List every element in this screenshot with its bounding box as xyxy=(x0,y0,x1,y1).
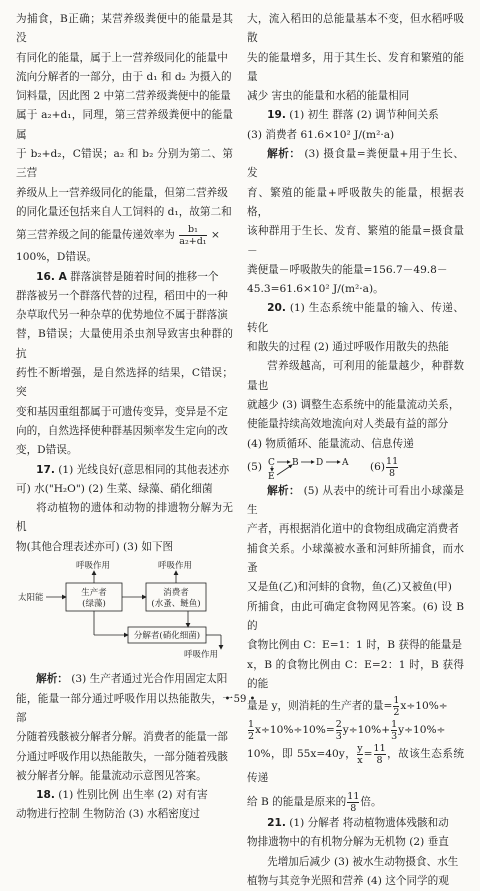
text-span: (3) 生产者通过光合作用固定太阳 xyxy=(71,673,228,686)
text-line: 育、繁殖的能量+呼吸散失的能量，根据表格， xyxy=(247,186,464,218)
text-line: 能，能量一部分通过呼吸作用以热能散失，一部 xyxy=(16,692,233,724)
text-line: 就越少 (3) 调整生态系统中的能量流动关系， xyxy=(247,398,460,411)
question-19 xyxy=(247,106,464,125)
text-span: 量是 y，则消耗的生产者的量= xyxy=(247,700,393,713)
question-18 xyxy=(16,786,233,805)
respiration-label: 呼吸作用 xyxy=(158,561,193,572)
explanation-20 xyxy=(247,482,464,521)
node-c: C xyxy=(268,457,275,468)
text-line: 失的能量增多，用于其生长、发育和繁殖的能量 xyxy=(247,51,464,83)
fraction-denominator: a₂+d₁ xyxy=(179,235,207,247)
text-span: 10%，即 55x=40y， xyxy=(247,748,357,761)
text-line: 变，D错误。 xyxy=(16,444,78,457)
text-line: 分通过呼吸作用以热能散失，一部分随着残骸 xyxy=(16,750,228,763)
text-line: 将动植物的遗体和动物的排遗物分解为无机 xyxy=(16,502,233,534)
text-line: 食物比例由 C：E=1：1 时，B 获得的能量是 xyxy=(247,639,462,652)
text-line: 杂草取代另一种杂草的优势地位不属于群落演 xyxy=(16,309,228,322)
fraction-denominator: 8 xyxy=(386,467,398,479)
text-span: (5) xyxy=(247,461,263,474)
text-line: (4) 物质循环、能量流动、信息传递 xyxy=(247,437,414,450)
fraction xyxy=(248,719,254,742)
fraction-numerator: 11 xyxy=(347,790,360,802)
text-span: 群落演替是随着时间的推移一个 xyxy=(70,270,219,283)
text-span: (1) 性别比例 出生率 (2) 对有害 xyxy=(58,789,208,802)
fraction xyxy=(386,456,398,479)
question-number: 21. xyxy=(267,817,286,830)
text-span: (6) xyxy=(370,461,386,474)
text-line: 大，流入稻田的总能量基本不变，但水稻呼吸散 xyxy=(247,13,464,45)
fraction xyxy=(347,791,359,814)
text-line xyxy=(247,790,464,814)
text-line: 流向分解者的一部分，由于 d₁ 和 d₂ 为摄入的 xyxy=(16,70,232,83)
question-21 xyxy=(247,814,464,833)
text-line: 粪便量－呼吸散失的能量=156.7－49.8－ xyxy=(247,263,448,276)
food-web-line xyxy=(247,454,464,482)
fraction-numerator: 11 xyxy=(373,742,386,754)
question-number: 17. xyxy=(36,463,55,476)
text-line: 植物与其竞争光照和营养 (4) 这个同学的观 xyxy=(247,874,449,887)
respiration-label: 呼吸作用 xyxy=(184,650,219,660)
text-line: 产者，再根据消化道中的食物组成确定消费者 xyxy=(247,523,459,536)
fraction-numerator: 1 xyxy=(248,718,255,730)
text-line: (3) 消费者 61.6×10² J/(m²·a) xyxy=(247,128,395,141)
energy-flow-diagram xyxy=(16,559,233,666)
text-span: ，故该生态系统传递 xyxy=(247,748,465,785)
text-span: (5) 从表中的统计可看出小球藻是生 xyxy=(247,484,465,517)
text-span: (1) 分解者 将动植物遗体残骸和动 xyxy=(289,817,449,830)
question-16 xyxy=(16,268,233,287)
fraction-denominator: x xyxy=(357,754,363,766)
fraction-numerator: 11 xyxy=(386,456,399,468)
fraction-denominator: 2 xyxy=(393,706,400,718)
question-20 xyxy=(247,299,464,338)
text-line: 向的，自然选择使种群基因频率发生定向的改 xyxy=(16,424,228,437)
text-line: 100%，D错误。 xyxy=(16,251,98,264)
text-line: 有同化的能量，属于上一营养级同化的能量中 xyxy=(16,51,228,64)
energy-flow-svg xyxy=(16,559,233,659)
explanation-label: 解析： xyxy=(267,484,300,497)
fraction-denominator: 8 xyxy=(374,754,386,766)
explanation-19 xyxy=(247,145,464,184)
two-column-body xyxy=(16,10,464,891)
text-line: 属于 a₂+d₁，同理，第三营养级粪便中的能量属 xyxy=(16,109,233,141)
text-line: 动物进行控制 生物防治 (3) 水稻密度过 xyxy=(16,808,201,821)
fraction xyxy=(179,224,206,247)
question-number: 20. xyxy=(267,302,286,315)
fraction-denominator: 8 xyxy=(347,802,359,814)
text-line: 养级从上一营养级同化的能量，但第二营养级 xyxy=(16,186,228,199)
node-e: E xyxy=(268,471,275,482)
text-line xyxy=(16,222,233,248)
text-span: y÷10%÷ xyxy=(398,724,446,737)
text-span: (3) 摄食量=粪便量+用于生长、发 xyxy=(247,148,464,180)
text-line: 被分解者分解。能量流动示意图见答案。 xyxy=(16,769,207,782)
text-span: x÷10%÷ xyxy=(400,700,448,713)
text-line: 先增加后减少 (3) 被水生动物摄食、水生 xyxy=(267,855,459,868)
text-line: 捕食关系。小球藻被水蚤和河蚌所捕食，而水蚤 xyxy=(247,542,464,575)
text-line: 于 b₂+d₂，C错误；a₂ 和 b₂ 分别为第二、第三营 xyxy=(16,148,233,180)
text-line: 群落被另一个群落代替的过程，稻田中的一种 xyxy=(16,289,228,302)
node-a: A xyxy=(342,457,349,468)
text-line: 分随着残骸被分解者分解。消费者的能量一部 xyxy=(16,731,228,744)
text-line: 又是鱼(乙)和河蚌的食物，鱼(乙)又被鱼(甲) xyxy=(247,581,452,594)
food-web-svg xyxy=(266,454,356,482)
text-span: y÷10%+ xyxy=(342,724,391,737)
text-line: 和散失的过程 (2) 通过呼吸作用散失的热能 xyxy=(247,341,449,354)
text-line xyxy=(247,718,464,742)
text-line: 该种群用于生长、发育、繁殖的能量=摄食量－ xyxy=(247,225,464,257)
explanation-17 xyxy=(16,670,233,689)
sun-label: 太阳能 xyxy=(18,593,44,604)
fraction-numerator: 1 xyxy=(393,694,400,706)
producer-sublabel: (绿藻) xyxy=(82,599,106,610)
left-column xyxy=(16,10,233,891)
text-line: 使能量持续高效地流向对人类最有益的部分 xyxy=(247,418,449,431)
question-17 xyxy=(16,461,233,480)
text-span: 倍。 xyxy=(360,796,382,809)
fraction-denominator: 3 xyxy=(335,730,342,742)
text-span: (1) 光线良好(意思相同的其他表述亦 xyxy=(58,463,230,476)
text-span: × xyxy=(210,229,220,242)
explanation-label: 解析： xyxy=(36,673,68,686)
text-line: 物(其他合理表述亦可) (3) 如下图 xyxy=(16,540,174,553)
text-line: 饲料量，因此图 2 中第二营养级粪便中的能量 xyxy=(16,90,231,103)
producer-label: 生产者 xyxy=(81,588,107,599)
text-span: 给 B 的能量是原来的 xyxy=(247,796,347,809)
text-span: 第三营养级之间的能量传递效率为 xyxy=(16,229,175,242)
text-line: 45.3=61.6×10² J/(m²·a)。 xyxy=(247,283,384,296)
arrow xyxy=(277,465,292,475)
text-span: x÷10%÷10%= xyxy=(255,724,335,737)
fraction-numerator: 1 xyxy=(391,718,398,730)
right-column xyxy=(247,10,464,891)
text-line: x，B 的食物比例由 C：E=2：1 时，B 获得的能 xyxy=(247,658,464,690)
fraction-denominator: 2 xyxy=(248,730,255,742)
text-line: 药性不断增强，是自然选择的结果，C错误；突 xyxy=(16,367,233,399)
text-line: 为捕食，B正确；某营养级粪便中的能量是其没 xyxy=(16,13,233,45)
text-line: 所捕食，由此可确定食物网见答案。(6) 设 B 的 xyxy=(247,600,464,632)
question-number: 16. A xyxy=(36,270,67,283)
fraction xyxy=(391,719,397,742)
decomposer-label: 分解者(硝化细菌) xyxy=(133,631,201,642)
consumer-sublabel: (水蚤、鲢鱼) xyxy=(151,599,201,610)
question-number: 18. xyxy=(36,789,55,802)
text-span: (1) 初生 群落 (2) 调节种间关系 xyxy=(289,109,439,122)
fraction-numerator: y xyxy=(357,742,363,754)
fraction-numerator: 2 xyxy=(335,718,342,730)
text-span: = xyxy=(363,748,373,761)
text-line: 的同化量还包括来自人工饲料的 d₁，故第二和 xyxy=(16,205,232,218)
consumer-label: 消费者 xyxy=(163,588,189,599)
node-b: B xyxy=(292,457,299,468)
fraction xyxy=(336,719,342,742)
text-span: (1) 生态系统中能量的输入、传递、转化 xyxy=(247,302,464,334)
text-line: 物排遗物中的有机物分解为无机物 (2) 垂直 xyxy=(247,836,449,849)
fraction-denominator: 3 xyxy=(391,730,398,742)
respiration-label: 呼吸作用 xyxy=(76,561,111,572)
fraction xyxy=(357,743,362,766)
fraction-numerator: b₁ xyxy=(188,223,198,235)
text-line: 营养级越高，可利用的能量越少，种群数量也 xyxy=(247,360,464,392)
text-line: 减少 害虫的能量和水稻的能量相同 xyxy=(247,90,410,103)
explanation-label: 解析： xyxy=(267,148,301,161)
text-line xyxy=(247,742,464,790)
question-number: 19. xyxy=(267,109,286,122)
page-number: • 59 • xyxy=(224,694,256,705)
node-d: D xyxy=(316,457,324,468)
fraction xyxy=(374,743,386,766)
text-line: 替，B错误；大量使用杀虫剂导致害虫种群的抗 xyxy=(16,328,233,360)
text-line: 变和基因重组都属于可遗传变异，变异是不定 xyxy=(16,405,228,418)
text-line: 可) 水("H₂O") (2) 生菜、绿藻、硝化细菌 xyxy=(16,482,213,495)
